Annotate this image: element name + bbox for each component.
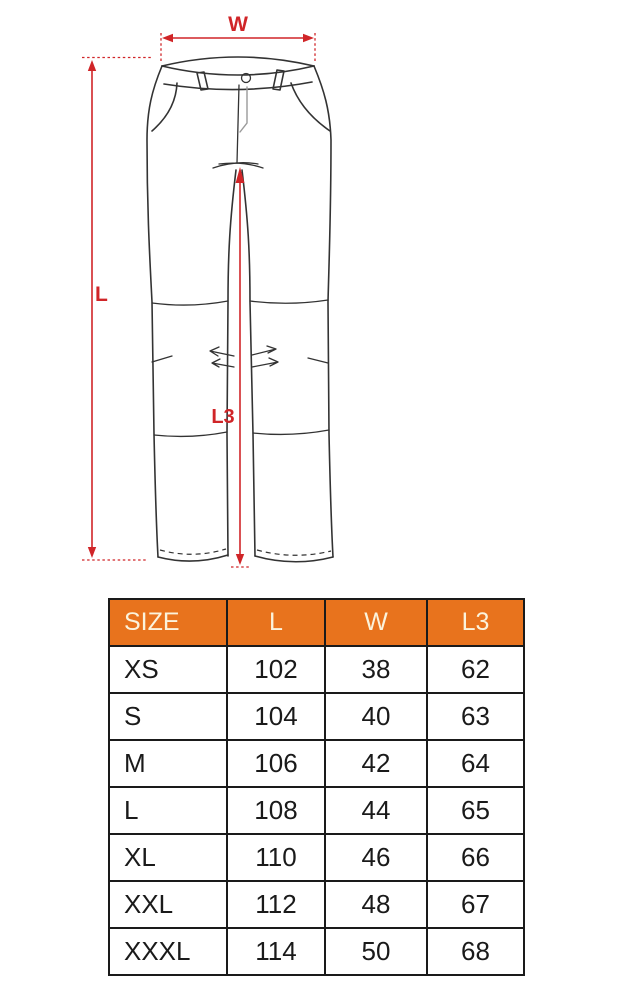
header-l3-cell: L3: [427, 599, 524, 646]
row-l3-cell: 62: [427, 646, 524, 693]
row-size-cell: XXL: [109, 881, 227, 928]
row-l-cell: 106: [227, 740, 325, 787]
table-row: [109, 646, 524, 693]
table-row: [109, 693, 524, 740]
row-size-cell: XL: [109, 834, 227, 881]
row-w-cell: 46: [325, 834, 427, 881]
row-l-cell: 114: [227, 928, 325, 975]
row-l3-cell: 63: [427, 693, 524, 740]
row-l3-cell: 68: [427, 928, 524, 975]
length-label: L: [95, 283, 108, 306]
row-w-cell: 44: [325, 787, 427, 834]
table-row: [109, 787, 524, 834]
size-table: [108, 598, 525, 976]
row-l-cell: 104: [227, 693, 325, 740]
row-l-cell: 112: [227, 881, 325, 928]
belt-loop-left: [197, 72, 208, 90]
row-w-cell: 42: [325, 740, 427, 787]
table-row: [109, 834, 524, 881]
row-l-cell: 108: [227, 787, 325, 834]
table-header-row: [109, 599, 524, 646]
pocket-right: [291, 83, 330, 131]
table-row: [109, 928, 524, 975]
row-size-cell: XS: [109, 646, 227, 693]
row-l-cell: 102: [227, 646, 325, 693]
row-l3-cell: 66: [427, 834, 524, 881]
table-row: [109, 740, 524, 787]
fly-stitch-line: [240, 87, 247, 132]
table-row: [109, 881, 524, 928]
width-label: W: [228, 13, 248, 36]
header-w-cell: W: [325, 599, 427, 646]
row-w-cell: 48: [325, 881, 427, 928]
row-l3-cell: 65: [427, 787, 524, 834]
row-size-cell: L: [109, 787, 227, 834]
header-size-cell: SIZE: [109, 599, 227, 646]
width-measure: [161, 13, 315, 63]
inseam-label: L3: [211, 406, 235, 428]
size-table-body: [109, 646, 524, 975]
row-size-cell: XXXL: [109, 928, 227, 975]
row-w-cell: 40: [325, 693, 427, 740]
row-w-cell: 50: [325, 928, 427, 975]
row-size-cell: M: [109, 740, 227, 787]
row-l3-cell: 64: [427, 740, 524, 787]
row-l3-cell: 67: [427, 881, 524, 928]
row-w-cell: 38: [325, 646, 427, 693]
row-l-cell: 110: [227, 834, 325, 881]
row-size-cell: S: [109, 693, 227, 740]
length-measure: [82, 58, 152, 561]
header-l-cell: L: [227, 599, 325, 646]
pocket-left: [152, 83, 177, 131]
